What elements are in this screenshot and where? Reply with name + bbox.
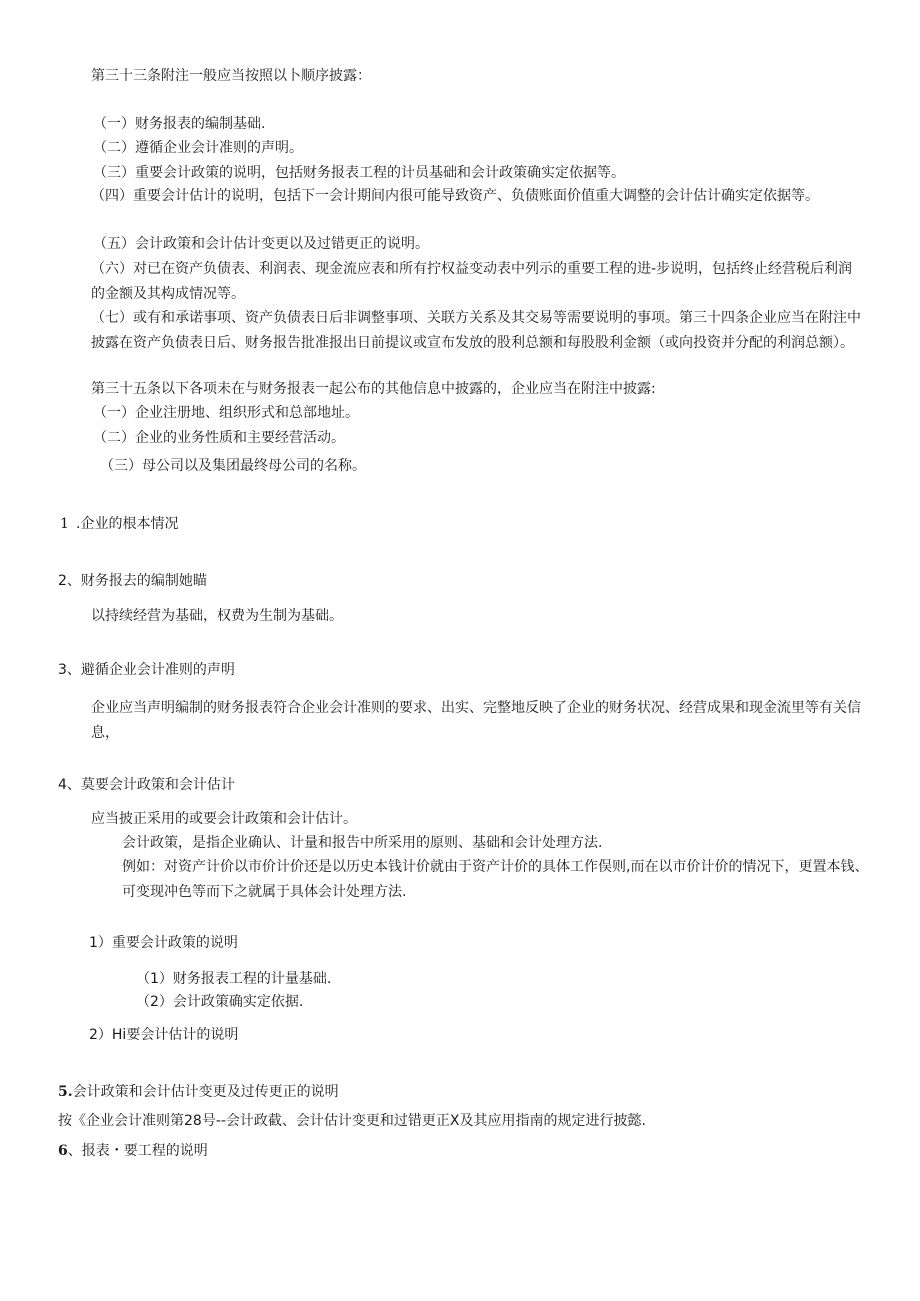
section-4-title: 4、莫要会计政策和会计估计 [58, 777, 235, 793]
section-3-body: 企业应当声明编制的财务报表符合企业会计准则的要求、出实、完整地反映了企业的财务状况、经营成果和现金流里等有关信息， [91, 700, 861, 741]
article-33-item-5: （五）会计政策和会计估计变更以及过错更正的说明。 [93, 236, 429, 252]
article-33-item-7: （七）或有和承诺事项、资产负债表日后非调整事项、关联方关系及其交易等需要说明的事项。第三十四条企业应当在附注中披露在资产负债表日后、财务报告批准报出日前提议或宣布发放的股利总额和每股股利金额（或向投资并分配的利润总额）。 [91, 310, 861, 351]
section-4-body-2: 会计政策，是指企业确认、计量和报告中所采用的原则、基础和会计处理方法. [122, 835, 603, 851]
section-5-heading [58, 1080, 339, 1104]
section-5-number: 5. [58, 1084, 73, 1100]
article-35-item-3: （三）母公司以及集团最终母公司的名称。 [100, 458, 366, 474]
article-33-item-3: （三）重要会计政策的说明，包括财务报表工程的计员基础和会计政策确实定依据等。 [93, 165, 625, 181]
section-2-body: 以持续经营为基础，权费为生制为基础。 [91, 608, 343, 624]
subsection-1-item-1: （1）财务报表工程的计量基础. [136, 971, 332, 987]
article-35-intro: 第三十五条以下各项未在与财务报表一起公布的其他信息中披露的，企业应当在附注中披露: [91, 381, 656, 397]
article-35-item-2: （二）企业的业务性质和主要经营活动。 [93, 430, 345, 446]
section-6-number: 6 [58, 1143, 68, 1159]
article-33-item-1: （一）财务报表的编制基础. [93, 116, 266, 132]
section-6-title: 、报表・要工程的说明 [67, 1143, 208, 1159]
section-1-number: 1 [60, 516, 69, 532]
subsection-1-title: 1）重要会计政策的说明 [89, 935, 238, 951]
section-4-body-3: 例如：对资产计价以市价计价还是以历史本钱计价就由于资产计价的具体工作俣则,而在以市价计价的情况下，更置本钱、可变现冲色等而下之就属于具体会计处理方法. [122, 859, 869, 900]
section-6-heading [58, 1139, 208, 1163]
section-5-title: 会计政策和会计估计变更及过传更正的说明 [72, 1084, 339, 1100]
section-4-body-1: 应当披正采用的或要会计政策和会计估计。 [91, 811, 357, 827]
subsection-1-item-2: （2）会计政策确实定依据. [136, 994, 304, 1010]
subsection-2-title: 2）Hi要会计估计的说明 [89, 1027, 239, 1043]
article-33-item-6: （六）对已在资产负债表、利润表、现金流应表和所有拧权益变动表中列示的重要工程的进-步说明，包括终止经营税后利润的金额及其构成情况等。 [91, 261, 853, 302]
article-33-item-4: （四）重要会计估计的说明，包括下一会计期间内很可能导致资产、负债账面价值重大调整的会计估计确实定依据等。 [91, 188, 819, 204]
article-35-item-1: （一）企业注册地、组织形式和总部地址。 [93, 405, 359, 421]
section-1-title: .企业的根本情况 [76, 516, 179, 532]
section-3-title: 3、避循企业会计准则的声明 [58, 662, 235, 678]
section-5-body: 按《企业会计准则第28号--会计政截、会计估计变更和过错更正X及其应用指南的规定进行披懿. [58, 1113, 646, 1129]
article-33-item-2: （二）遵循企业会计准则的声明。 [93, 140, 303, 156]
article-33-intro: 第三十三条附注一般应当按照以卜顺序披露： [91, 68, 371, 84]
section-2-title: 2、财务报去的编制她瞄 [58, 573, 207, 589]
